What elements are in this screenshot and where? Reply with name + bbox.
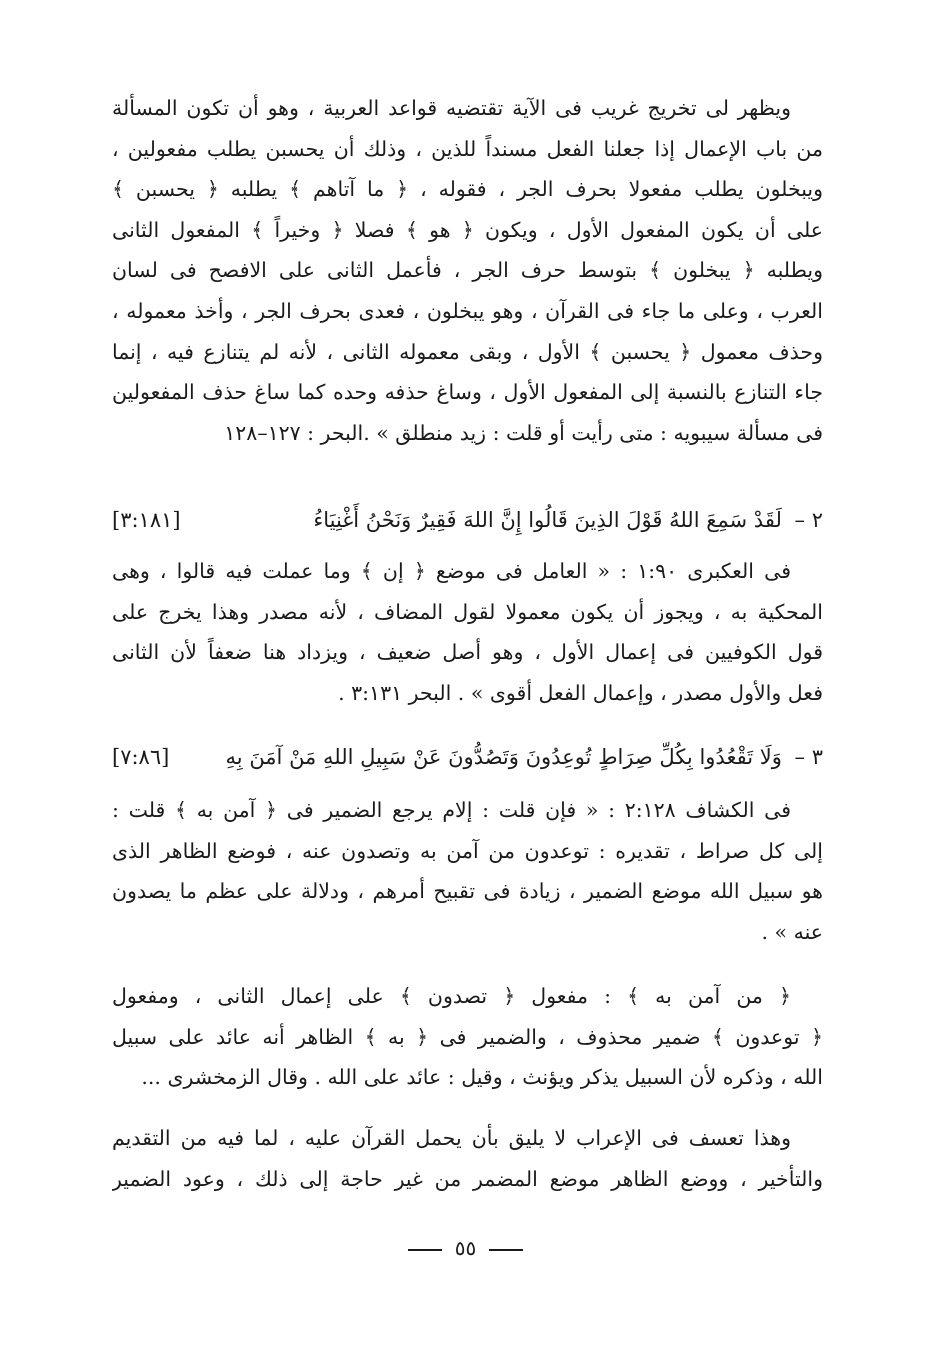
text-line: العرب ، وعلى ما جاء فى القرآن ، وهو يبخلون ، فعدى بحرف الجر ، وأخذ معموله ، (112, 298, 823, 323)
verse-reference: [٧:٨٦] (112, 745, 170, 769)
text-line: وحذف معمول ﴿ يحسبن ﴾ الأول ، وبقى معموله الثانى ، لأنه لم يتنازع فيه ، إنما (112, 339, 823, 364)
page-number (0, 1236, 931, 1260)
text-line: وهذا تعسف فى الإعراب لا يليق بأن يحمل القرآن عليه ، لما فيه من التقديم (112, 1126, 791, 1150)
quran-verse-2 (112, 500, 823, 540)
text-line: إلى كل صراط ، تقديره : توعدون من آمن به وتصدون عنه ، فوضع الظاهر الذى (112, 838, 823, 863)
dash-decoration (408, 1249, 442, 1251)
text-line: على أن يكون المفعول الأول ، ويكون ﴿ هو ﴾ فصلا ﴿ وخيراً ﴾ المفعول الثانى (112, 217, 823, 242)
verse-text: وَلَا تَقْعُدُوا بِكُلِّ صِرَاطٍ تُوعِدُونَ وَتَصُدُّونَ عَنْ سَبِيلِ اللهِ مَنْ آمَنَ بِهِ (225, 745, 782, 769)
text-line: عنه » . (761, 919, 823, 944)
verse-text: لَقَدْ سَمِعَ اللهُ قَوْلَ الذِينَ قَالُوا إِنَّ اللهَ فَقِيرٌ وَنَحْنُ أَغْنِيَاءُ (313, 508, 782, 532)
text-line: ويبخلون يطلب مفعولا بحرف الجر ، فقوله ، ﴿ ما آتاهم ﴾ يطلبه ﴿ يحسبن ﴾ (112, 177, 823, 202)
verse-number: ٢ – (794, 508, 823, 532)
text-line: فى مسألة سيبويه : متى رأيت أو قلت : زيد منطلق » .البحر : ١٢٧–١٢٨ (224, 420, 823, 445)
text-line: فعل والأول مصدر ، وإعمال الفعل أقوى » . البحر ٣:١٣١ . (338, 680, 823, 705)
text-line: ﴿ توعدون ﴾ ضمير محذوف ، والضمير فى ﴿ به ﴾ الظاهر أنه عائد على سبيل (112, 1024, 823, 1049)
text-line: فى العكبرى ١:٩٠ : « العامل فى موضع ﴿ إن ﴾ وما عملت فيه قالوا ، وهى (112, 559, 791, 583)
text-line: جاء التنازع بالنسبة إلى المفعول الأول ، وساغ حذفه وحده كما ساغ حذف المفعولين (112, 380, 823, 405)
verse-number: ٣ – (794, 745, 823, 769)
text-line: المحكية به ، ويجوز أن يكون معمولا لقول المضاف ، لأنه مصدر وهذا يخرج على (112, 599, 823, 624)
page-number-text: ٥٥ (454, 1236, 477, 1260)
text-line: والتأخير ، ووضع الظاهر موضع المضمر من غير حاجة إلى ذلك ، وعود الضمير (112, 1166, 823, 1191)
paragraph-2 (112, 551, 823, 713)
paragraph-4 (112, 976, 823, 1098)
quran-verse-3 (112, 737, 823, 777)
text-line: فى الكشاف ٢:١٢٨ : « فإن قلت : إلام يرجع الضمير فى ﴿ آمن به ﴾ قلت : (112, 798, 791, 822)
paragraph-3 (112, 790, 823, 952)
text-line: ويظهر لى تخريج غريب فى الآية تقتضيه قواعد العربية ، وهو أن تكون المسألة (112, 96, 791, 120)
text-line: الله ، وذكره لأن السبيل يذكر ويؤنث ، وقيل : عائد على الله . وقال الزمخشرى ... (141, 1065, 823, 1090)
text-line: ويطلبه ﴿ يبخلون ﴾ بتوسط حرف الجر ، فأعمل الثانى على الافصح فى لسان (112, 258, 823, 283)
paragraph-5 (112, 1118, 823, 1199)
dash-decoration (489, 1249, 523, 1251)
text-line: من باب الإعمال إذا جعلنا الفعل مسنداً للذين ، وذلك أن يحسبن يطلب مفعولين ، (112, 136, 823, 161)
paragraph-1 (112, 88, 823, 453)
text-line: هو سبيل الله موضع الضمير ، زيادة فى تقبيح أمرهم ، ودلالة على عظم ما يصدون (112, 879, 823, 904)
text-line: ﴿ من آمن به ﴾ : مفعول ﴿ تصدون ﴾ على إعمال الثانى ، ومفعول (112, 984, 791, 1008)
text-line: قول الكوفيين فى إعمال الأول ، وهو أصل ضعيف ، ويزداد هنا ضعفاً لأن الثانى (112, 640, 823, 665)
verse-reference: [٣:١٨١] (112, 508, 181, 532)
